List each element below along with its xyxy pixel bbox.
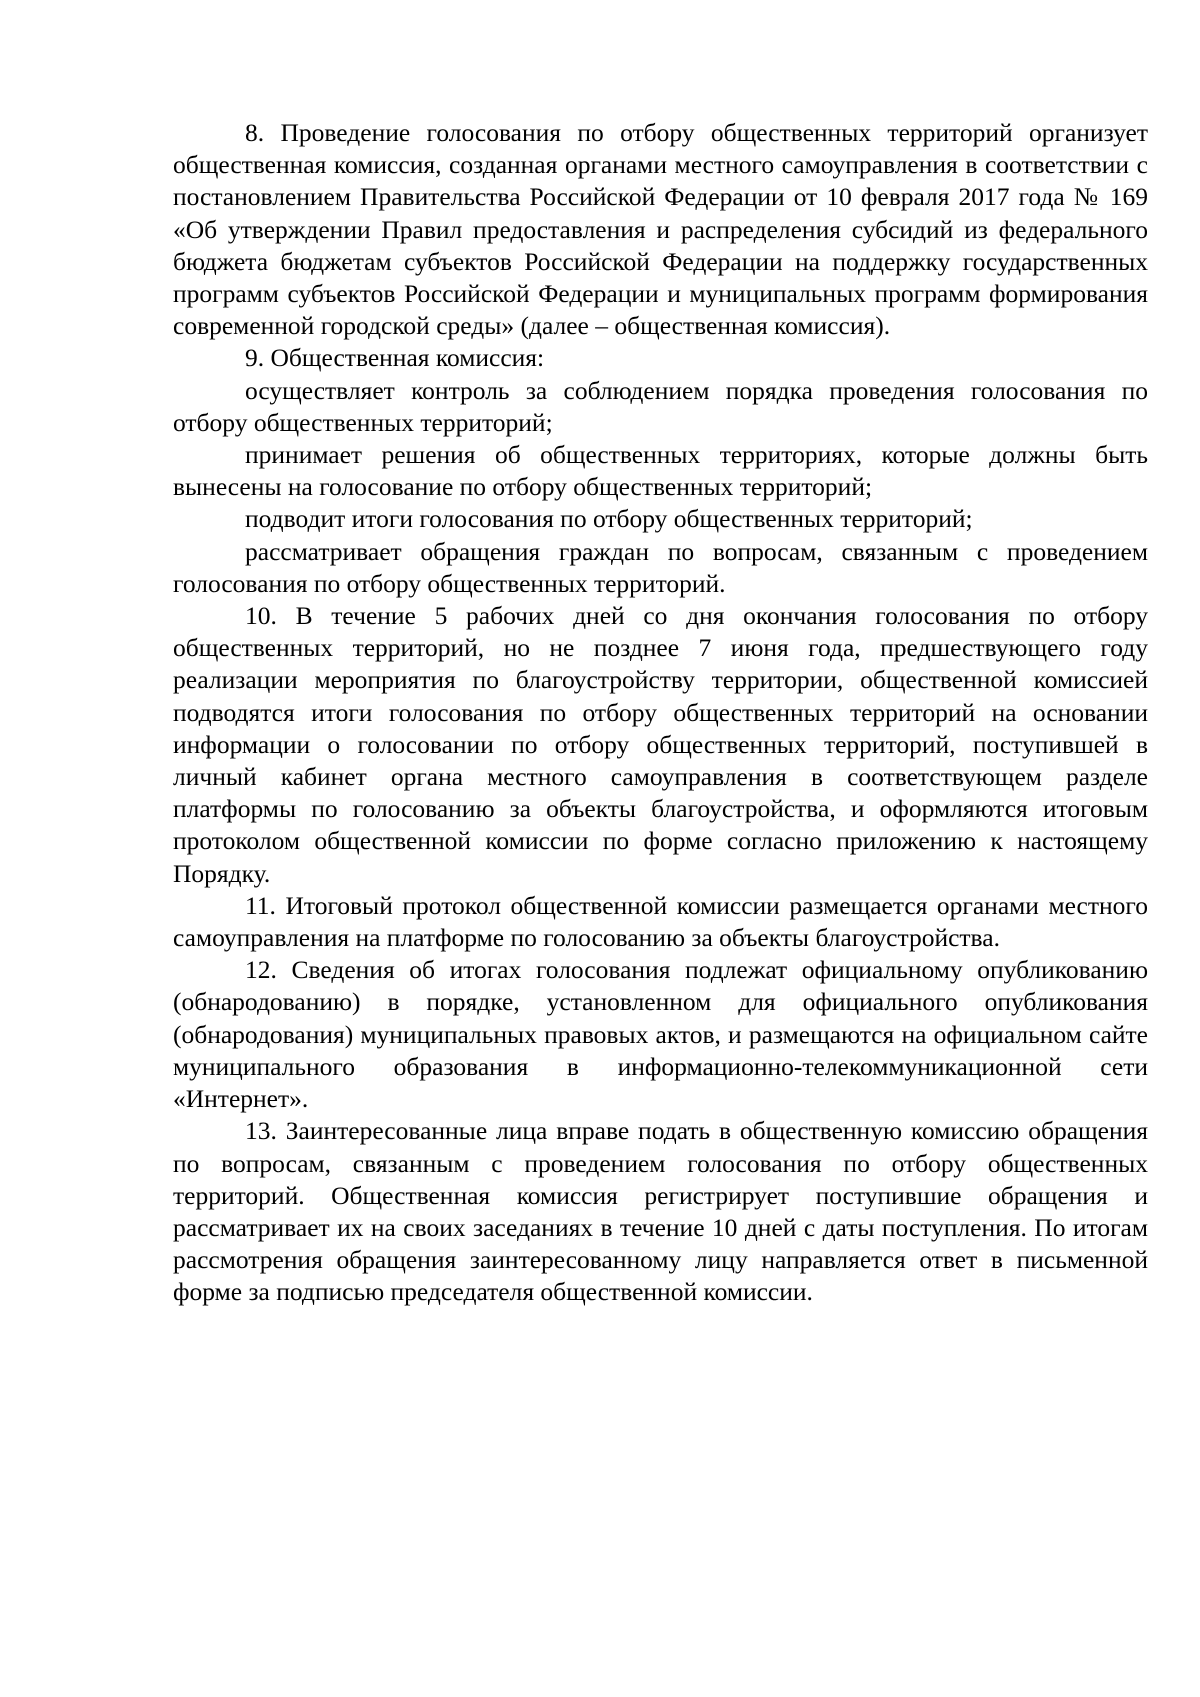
paragraph-11-protocol-publication: 11. Итоговый протокол общественной комиссии размещается органами местного самоуправления на платформе по голосованию за объекты благоустройства.	[173, 890, 1148, 953]
document-page	[173, 117, 1148, 1309]
paragraph-9-appeals-duty: рассматривает обращения граждан по вопросам, связанным с проведением голосования по отбору общественных территорий.	[173, 536, 1148, 598]
paragraph-9-commission-heading: 9. Общественная комиссия:	[245, 343, 545, 373]
paragraph-9-decision-duty: принимает решения об общественных территориях, которые должны быть вынесены на голосование по отбору общественных территорий;	[173, 440, 1148, 502]
paragraph-9-results-duty: подводит итоги голосования по отбору общественных территорий;	[245, 504, 973, 534]
paragraph-10-results-timing: 10. В течение 5 рабочих дней со дня окончания голосования по отбору общественных территорий, но не позднее 7 июня года, предшествующего году реализации мероприятия по благоустройству территории, общественной комиссией подводятся итоги голосования по отбору общественных территорий на основании информации о голосовании по отбору общественных территорий, поступившей в личный кабинет органа местного самоуправления в соответствующем разделе платформы по голосованию за объекты благоустройства, и оформляются итоговым протоколом общественной комиссии по форме согласно приложению к настоящему Порядку.	[173, 601, 1148, 888]
paragraph-13-appeals-procedure: 13. Заинтересованные лица вправе подать в общественную комиссию обращения по вопросам, связанным с проведением голосования по отбору общественных территорий. Общественная комиссия регистрирует поступившие обращения и рассматривает их на своих заседаниях в течение 10 дней с даты поступления. По итогам рассмотрения обращения заинтересованному лицу направляется ответ в письменной форме за подписью председателя общественной комиссии.	[173, 1116, 1148, 1307]
paragraph-9-control-duty: осуществляет контроль за соблюдением порядка проведения голосования по отбору общественных территорий;	[173, 375, 1148, 437]
paragraph-12-official-publication: 12. Сведения об итогах голосования подлежат официальному опубликованию (обнародованию) в порядке, установленном для официального опубликования (обнародования) муниципальных правовых актов, и размещаются на официальном сайте муниципального образования в информационно-телекоммуникационной сети «Интернет».	[173, 955, 1148, 1114]
paragraph-8-voting-organization: 8. Проведение голосования по отбору общественных территорий организует общественная комиссия, созданная органами местного самоуправления в соответствии с постановлением Правительства Российской Федерации от 10 февраля 2017 года № 169 «Об утверждении Правил предоставления и распределения субсидий из федерального бюджета бюджетам субъектов Российской Федерации на поддержку государственных программ субъектов Российской Федерации и муниципальных программ формирования современной городской среды» (далее – общественная комиссия).	[173, 118, 1148, 341]
